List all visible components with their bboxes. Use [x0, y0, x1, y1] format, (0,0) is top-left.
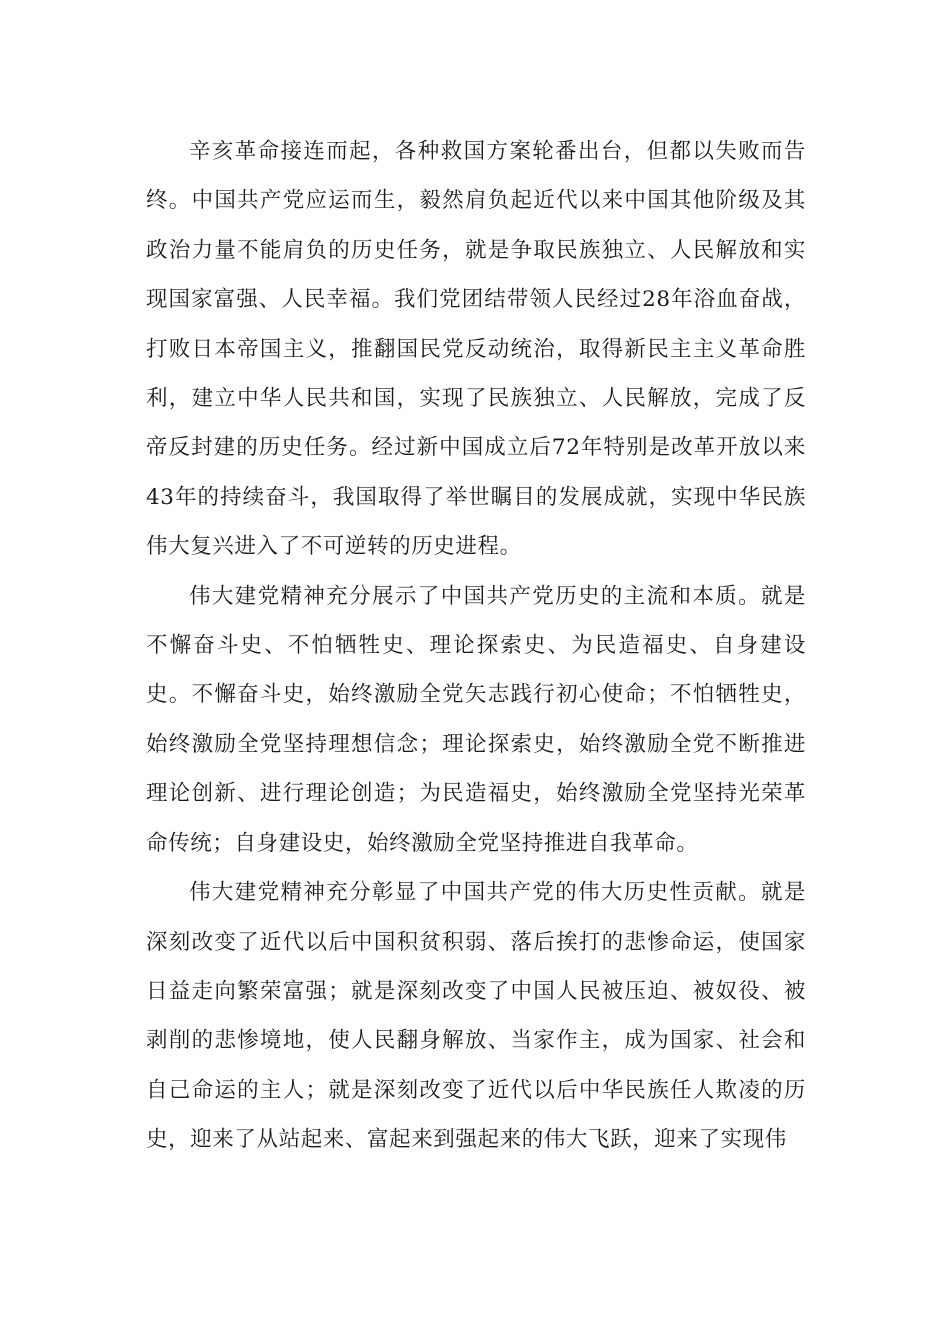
paragraph-3: 伟大建党精神充分彰显了中国共产党的伟大历史性贡献。就是深刻改变了近代以后中国积贫积弱、落后挨打的悲惨命运，使国家日益走向繁荣富强；就是深刻改变了中国人民被压迫、被奴役、被剥削的悲惨境地，使人民翻身解放、当家作主，成为国家、社会和自己命运的主人；就是深刻改变了近代以后中华民族任人欺凌的历史，迎来了从站起来、富起来到强起来的伟大飞跃，迎来了实现伟 — [146, 880, 806, 1153]
paragraph-1: 辛亥革命接连而起，各种救国方案轮番出台，但都以失败而告终。中国共产党应运而生，毅然肩负起近代以来中国其他阶级及其政治力量不能肩负的历史任务，就是争取民族独立、人民解放和实现国家富强、人民幸福。我们党团结带领人民经过28年浴血奋战，打败日本帝国主义，推翻国民党反动统治，取得新民主主义革命胜利，建立中华人民共和国，实现了民族独立、人民解放，完成了反帝反封建的历史任务。经过新中国成立后72年特别是改革开放以来43年的持续奋斗，我国取得了举世瞩目的发展成就，实现中华民族伟大复兴进入了不可逆转的历史进程。 — [146, 139, 806, 560]
paragraph-2: 伟大建党精神充分展示了中国共产党历史的主流和本质。就是不懈奋斗史、不怕牺牲史、理论探索史、为民造福史、自身建设史。不懈奋斗史，始终激励全党矢志践行初心使命；不怕牺牲史，始终激励全党坚持理想信念；理论探索史，始终激励全党不断推进理论创新、进行理论创造；为民造福史，始终激励全党坚持光荣革命传统；自身建设史，始终激励全党坚持推进自我革命。 — [146, 583, 806, 856]
document-body — [146, 127, 806, 1165]
